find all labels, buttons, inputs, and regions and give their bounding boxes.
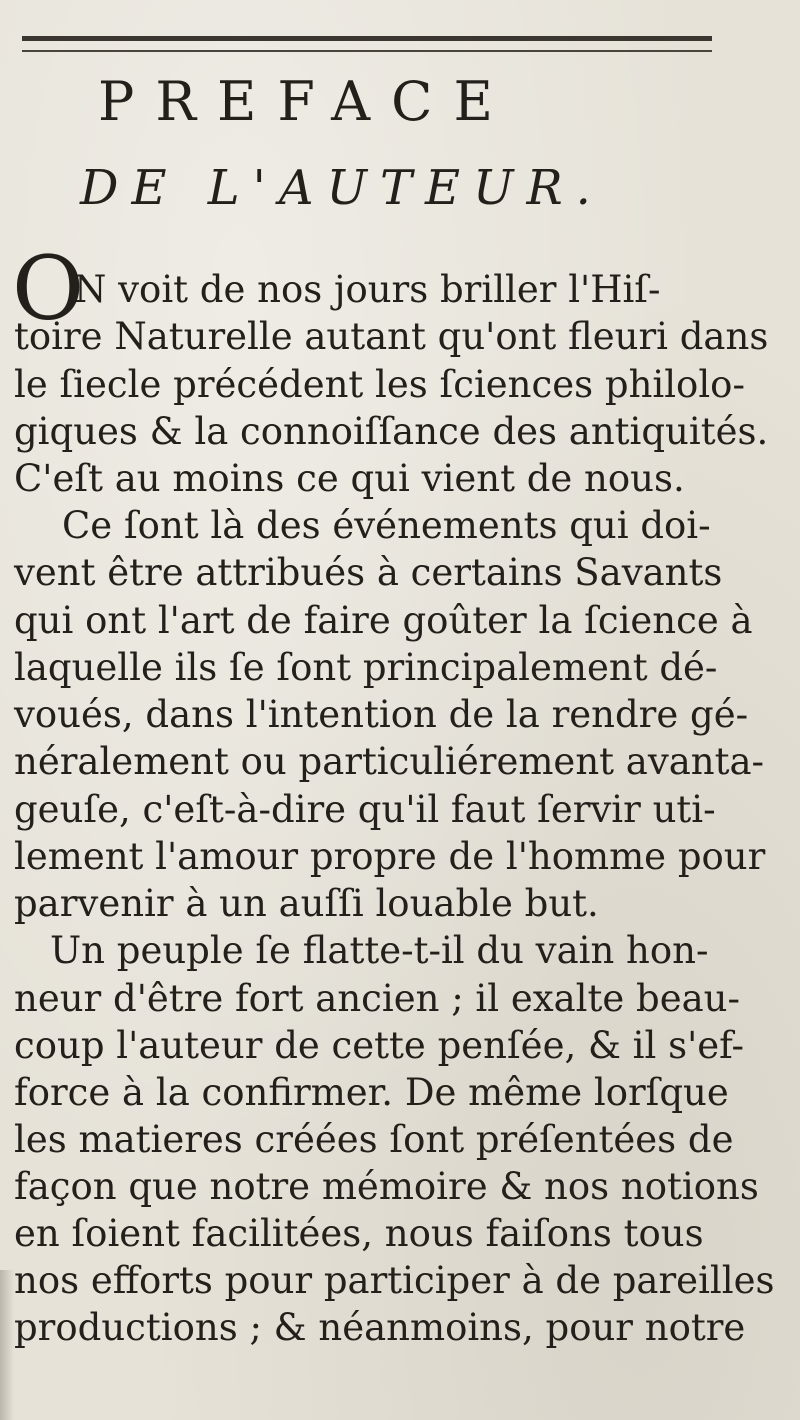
text-line: les matieres créées ſont préſentées de: [14, 1118, 734, 1161]
text-line: qui ont l'art de faire goûter la ſcience à: [14, 599, 753, 642]
author-subheading: DE L'AUTEUR.: [80, 160, 604, 216]
text-line: Ce ſont là des événements qui doi-: [62, 504, 711, 547]
text-line: giques & la connoiſſance des antiquités.: [14, 410, 769, 453]
text-line: parvenir à un auſſi louable but.: [14, 882, 599, 925]
text-line: neur d'être fort ancien ; il exalte beau-: [14, 977, 740, 1020]
top-rule: [22, 36, 712, 41]
text-line: N voit de nos jours briller l'Hiſ-: [74, 268, 661, 311]
text-line: néralement ou particuliérement avanta-: [14, 740, 765, 783]
text-line: C'eſt au moins ce qui vient de nous.: [14, 457, 685, 500]
text-line: nos efforts pour participer à de pareilles: [14, 1259, 775, 1302]
text-line: lement l'amour propre de l'homme pour: [14, 835, 766, 878]
text-line: vent être attribués à certains Savants: [14, 551, 723, 594]
text-line: Un peuple ſe flatte-t-il du vain hon-: [50, 929, 709, 972]
text-line: productions ; & néanmoins, pour notre: [14, 1306, 746, 1349]
text-line: laquelle ils ſe ſont principalement dé-: [14, 646, 718, 689]
text-line: geuſe, c'eſt-à-dire qu'il faut ſervir uti-: [14, 788, 716, 831]
text-line: voués, dans l'intention de la rendre gé-: [14, 693, 749, 736]
text-line: toire Naturelle autant qu'ont fleuri dans: [14, 315, 769, 358]
drop-cap: O: [12, 237, 85, 340]
text-line: force à la confirmer. De même lorſque: [14, 1071, 729, 1114]
page-edge-shadow: [0, 1270, 14, 1420]
text-line: coup l'auteur de cette penſée, & il s'ef-: [14, 1024, 745, 1067]
top-rule-thin: [22, 50, 712, 52]
preface-heading: PREFACE: [98, 70, 514, 133]
text-line: façon que notre mémoire & nos notions: [14, 1165, 759, 1208]
text-line: le ſiecle précédent les ſciences philolo-: [14, 363, 745, 406]
text-line: en ſoient facilitées, nous faiſons tous: [14, 1212, 704, 1255]
